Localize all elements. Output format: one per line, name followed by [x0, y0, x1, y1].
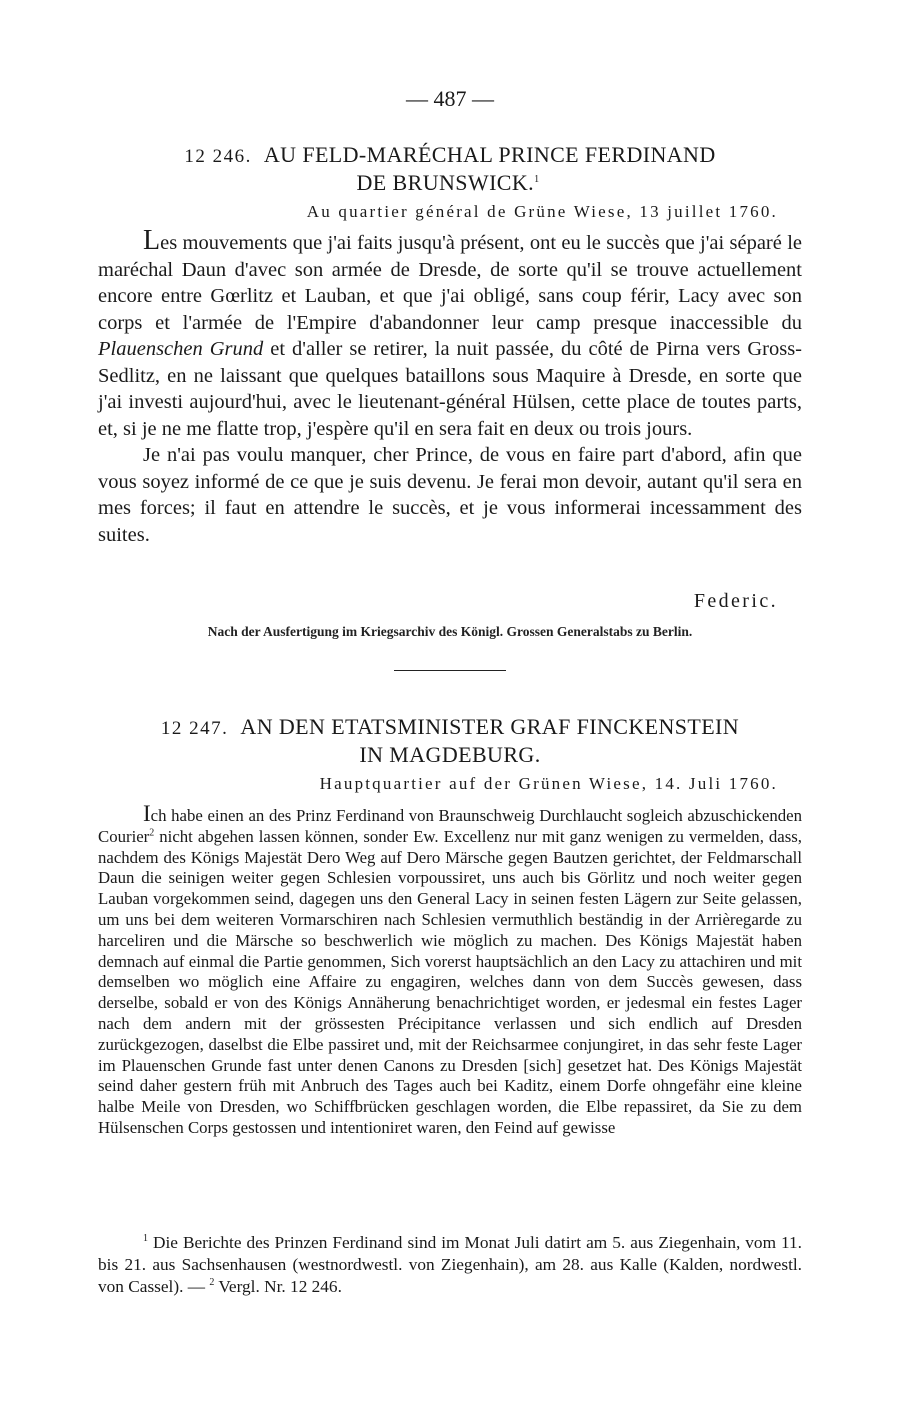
letter-2-title-line-1 — [0, 714, 900, 742]
letter-1-title-line-2 — [0, 170, 900, 196]
letter-1-paragraph-2: Je n'ai pas voulu manquer, cher Prince, de vous en faire part d'abord, afin que vous soyez informé de ce que je suis devenu. Je ferai mon devoir, autant qu'il sera en mes forces; il faut en attendre le succès, et je vous informerai incessamment des suites. — [98, 444, 802, 546]
letter-1-heading — [0, 142, 900, 196]
letter-2-paragraph — [98, 801, 802, 1139]
letter-2-paragraph-part-2: nicht abgehen lassen können, sonder Ew. Excellenz nur mit ganz wenigen zu vermelden, dass, nachdem des Königs Majestät Dero Weg auf Dero Märsche gegen Bautzen gerichtet, der Feldmarschall Daun die seinigen weiter gegen Schlesien vorpoussiret, uns auch bis Görlitz und noch weiter gegen Lauban vorgekommen seind, dagegen uns den General Lacy in seinen festen Lägern zur Seite gelassen, um uns bei dem weiteren Vormarschiren nach Schlesien vermuthlich beständig in der Arrièregarde zu harceliren und die Märsche so beschwerlich wie möglich zu machen. Des Königs Majestät haben demnach auf einmal die Partie genommen, Sich vorerst hauptsächlich an den Lacy zu attachiren und mit demselben wo möglich eine Affaire zu engagiren, welches dann von dem Succès gewesen, dass derselbe, sobald er von des Königs Annäherung benachrichtiget worden, er jedesmal ein festes Lager nach dem andern mit der grössesten Précipitance verlassen und sich endlich auf Dresden zurückgezogen, daselbst die Elbe passiret und, mit der Reichsarmee conjungiret, in das sehr feste Lager im Plauenschen Grunde fast unter denen Canons zu Dresden [sich] gesetzet hat. Des Königs Majestät seind daher gestern früh mit Anbruch des Tages auch bei Kaditz, einem Dorfe ohngefähr eine kleine halbe Meile von Dresden, wo Schiffbrücken geschlagen worden, die Elbe repassiret, da Sie zu dem Hülsenschen Corps gestossen und intentioniret waren, den Feind auf gewisse — [98, 826, 802, 1137]
letter-1-title-footnote-mark: 1 — [534, 173, 540, 185]
letter-2-body — [98, 801, 802, 1139]
footnote-block — [98, 1232, 802, 1298]
page-number: — 487 — — [406, 86, 494, 111]
letter-2-location: IN MAGDEBURG. — [359, 742, 541, 767]
letter-2-heading — [0, 714, 900, 768]
letter-1-paragraph-1-part-2: et d'aller se retirer, la nuit passée, du côté de Pirna vers Gross-Sedlitz, en ne laissant que quelques bataillons sous Maquire à Dresde, en sorte que j'ai investi aujourd'hui, avec le lieutenant-général Hülsen, cette place de toutes parts, et, si je ne me flatte trop, j'espère qu'il en sera fait en deux ou trois jours. — [98, 338, 803, 440]
letter-1-paragraph-1 — [98, 225, 803, 442]
letter-1-paragraph-1-part-1: Les mouvements que j'ai faits jusqu'à présent, ont eu le succès que j'ai séparé le maréchal Daun d'avec son armée de Dresde, de sorte qu'il se trouve actuellement encore entre Gœrlitz et Lauban, et que j'ai obligé, sans coup férir, Lacy avec son corps et l'armée de l'Empire d'abandonner leur camp presque inaccessible du — [98, 225, 802, 334]
letter-2-paragraph-part-1: Ich habe einen an des Prinz Ferdinand von Braunschweig Durchlaucht sogleich abzuschickenden Courier — [98, 801, 802, 846]
letter-2-title-line-2 — [0, 742, 900, 768]
footnote-1-mark: 1 — [143, 1233, 148, 1245]
letter-1-title-line-1 — [0, 142, 900, 170]
footnotes — [98, 1232, 802, 1298]
footnote-2-text: Vergl. Nr. 12 246. — [214, 1277, 342, 1296]
letter-1-number: 12 246. — [184, 146, 252, 167]
letter-2-number: 12 247. — [160, 718, 229, 739]
letter-2-dateline: Hauptquartier auf der Grünen Wiese, 14. Juli 1760. — [319, 774, 778, 793]
letter-1-place-name: Plauenschen Grund — [98, 338, 264, 360]
letter-2-footnote-mark: 2 — [149, 827, 155, 839]
letter-1-recipient: DE BRUNSWICK. — [356, 170, 535, 195]
footnote-2-mark: 2 — [209, 1277, 215, 1289]
section-divider — [394, 670, 506, 671]
footnote-1-text: Die Berichte des Prinzen Ferdinand sind im Monat Juli datirt am 5. aus Ziegenhain, vom 11. bis 21. aus Sachsenhausen (westnordwestl. von Ziegenhain), am 28. aus Kalle (Kalden, nordwestl. von Cassel). — — [98, 1233, 802, 1296]
letter-1-source-note: Nach der Ausfertigung im Kriegsarchiv des Königl. Grossen Generalstabs zu Berlin. — [207, 624, 693, 639]
letter-1-body — [98, 225, 803, 548]
letter-1-title: AU FELD-MARÉCHAL PRINCE FERDINAND — [263, 142, 716, 167]
letter-1-signature: Federic. — [693, 590, 778, 612]
letter-1-dateline: Au quartier général de Grüne Wiese, 13 juillet 1760. — [306, 202, 778, 221]
letter-2-title: AN DEN ETATSMINISTER GRAF FINCKENSTEIN — [240, 714, 740, 739]
